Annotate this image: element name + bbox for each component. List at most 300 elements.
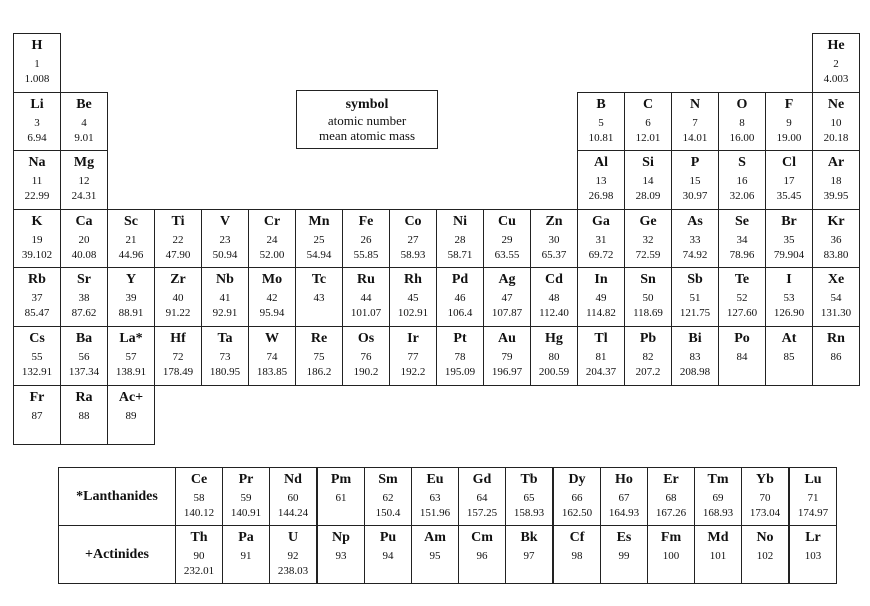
element-symbol: Es — [616, 530, 632, 545]
atomic-number: 29 — [501, 234, 513, 246]
element-symbol: Pu — [379, 530, 397, 545]
atomic-number: 59 — [240, 492, 252, 504]
element-symbol: Ce — [190, 472, 208, 487]
atomic-mass: 78.96 — [729, 249, 755, 261]
element-cell-pt — [436, 326, 484, 386]
atomic-number: 22 — [172, 234, 184, 246]
element-symbol: Hg — [545, 331, 563, 346]
element-cell-rn — [812, 326, 860, 386]
element-symbol: Cm — [471, 530, 493, 545]
element-cell-bi — [671, 326, 719, 386]
element-cell-cu — [483, 209, 531, 269]
atomic-number: 101 — [709, 550, 727, 562]
atomic-mass: 28.09 — [635, 190, 661, 202]
atomic-mass: 16.00 — [729, 132, 755, 144]
atomic-mass: 74.92 — [682, 249, 708, 261]
element-cell-ar — [812, 150, 860, 210]
atomic-mass: 200.59 — [538, 366, 570, 378]
element-symbol: U — [287, 530, 299, 545]
element-cell-sc — [107, 209, 155, 269]
atomic-number: 51 — [689, 292, 701, 304]
element-cell-ir — [389, 326, 437, 386]
element-symbol: Fe — [358, 214, 374, 229]
element-cell-v — [201, 209, 249, 269]
atomic-mass: 238.03 — [277, 565, 309, 577]
element-symbol: Bk — [520, 530, 538, 545]
lanthanides-label: *Lanthanides — [58, 467, 176, 526]
element-cell-lr — [789, 525, 837, 584]
element-cell-al — [577, 150, 625, 210]
atomic-number: 54 — [830, 292, 842, 304]
element-cell-ta — [201, 326, 249, 386]
element-symbol: O — [736, 97, 748, 112]
atomic-mass: 39.102 — [21, 249, 53, 261]
atomic-mass: 4.003 — [823, 73, 849, 85]
element-cell-c — [624, 92, 672, 152]
atomic-mass: 208.98 — [679, 366, 711, 378]
element-symbol: B — [596, 97, 606, 112]
element-cell-cd — [530, 267, 578, 327]
atomic-mass: 140.91 — [230, 507, 262, 519]
element-symbol: Mo — [261, 272, 283, 287]
atomic-number: 21 — [125, 234, 137, 246]
atomic-mass: 126.90 — [773, 307, 805, 319]
element-cell-yb — [741, 467, 789, 526]
element-symbol: Ar — [827, 155, 845, 170]
element-symbol: Rb — [28, 272, 46, 287]
element-symbol: Ra — [75, 390, 93, 405]
element-cell-y — [107, 267, 155, 327]
element-symbol: Ru — [357, 272, 375, 287]
element-symbol: K — [31, 214, 43, 229]
atomic-mass: 39.95 — [823, 190, 849, 202]
element-cell-hf — [154, 326, 202, 386]
element-cell-na — [13, 150, 61, 210]
atomic-number: 49 — [595, 292, 607, 304]
atomic-number: 68 — [665, 492, 677, 504]
atomic-mass: 158.93 — [513, 507, 545, 519]
element-symbol: La* — [119, 331, 143, 346]
element-cell-tc — [295, 267, 343, 327]
atomic-mass: 63.55 — [494, 249, 520, 261]
atomic-number: 38 — [78, 292, 90, 304]
element-cell-te — [718, 267, 766, 327]
element-cell-s — [718, 150, 766, 210]
element-cell-xe — [812, 267, 860, 327]
element-symbol: Lr — [805, 530, 821, 545]
element-symbol: Hf — [170, 331, 186, 346]
element-symbol: Mn — [308, 214, 330, 229]
atomic-mass: 35.45 — [776, 190, 802, 202]
element-cell-pm — [317, 467, 365, 526]
element-symbol: Y — [125, 272, 137, 287]
element-symbol: In — [594, 272, 608, 287]
atomic-number: 60 — [287, 492, 299, 504]
element-symbol: Np — [332, 530, 350, 545]
element-symbol: Cr — [263, 214, 281, 229]
atomic-mass: 88.91 — [118, 307, 144, 319]
atomic-mass: 85.47 — [24, 307, 50, 319]
element-cell-hg — [530, 326, 578, 386]
atomic-mass: 69.72 — [588, 249, 614, 261]
atomic-number: 41 — [219, 292, 231, 304]
element-symbol: Pa — [238, 530, 254, 545]
atomic-number: 7 — [692, 117, 698, 129]
atomic-mass: 72.59 — [635, 249, 661, 261]
atomic-mass: 79.904 — [773, 249, 805, 261]
atomic-mass: 168.93 — [702, 507, 734, 519]
atomic-mass: 114.82 — [586, 307, 616, 319]
atomic-number: 84 — [736, 351, 748, 363]
element-symbol: Sc — [124, 214, 138, 229]
element-cell-zr — [154, 267, 202, 327]
element-cell-sm — [364, 467, 412, 526]
element-symbol: Sm — [378, 472, 398, 487]
element-symbol: Bi — [688, 331, 702, 346]
atomic-number: 12 — [78, 175, 90, 187]
atomic-mass: 186.2 — [306, 366, 332, 378]
element-cell-po — [718, 326, 766, 386]
element-cell-w — [248, 326, 296, 386]
atomic-number: 95 — [429, 550, 441, 562]
element-cell-nd — [269, 467, 317, 526]
atomic-number: 27 — [407, 234, 419, 246]
atomic-mass: 137.34 — [68, 366, 100, 378]
element-cell-am — [411, 525, 459, 584]
element-symbol: Pb — [639, 331, 657, 346]
atomic-number: 17 — [783, 175, 795, 187]
atomic-number: 94 — [382, 550, 394, 562]
atomic-number: 92 — [287, 550, 299, 562]
atomic-number: 67 — [618, 492, 630, 504]
atomic-mass: 58.93 — [400, 249, 426, 261]
atomic-number: 82 — [642, 351, 654, 363]
element-symbol: Kr — [827, 214, 845, 229]
atomic-number: 24 — [266, 234, 278, 246]
atomic-number: 66 — [571, 492, 583, 504]
atomic-number: 14 — [642, 175, 654, 187]
atomic-number: 5 — [598, 117, 604, 129]
atomic-number: 46 — [454, 292, 466, 304]
atomic-mass: 65.37 — [541, 249, 567, 261]
atomic-number: 87 — [31, 410, 43, 422]
element-symbol: Ho — [615, 472, 633, 487]
atomic-mass: 121.75 — [679, 307, 711, 319]
element-symbol: S — [738, 155, 746, 170]
atomic-number: 103 — [804, 550, 822, 562]
element-cell-ce — [175, 467, 223, 526]
atomic-mass: 112.40 — [539, 307, 569, 319]
element-cell-fe — [342, 209, 390, 269]
atomic-number: 9 — [786, 117, 792, 129]
element-cell-be — [60, 92, 108, 152]
element-cell-in — [577, 267, 625, 327]
atomic-number: 20 — [78, 234, 90, 246]
element-cell-ag — [483, 267, 531, 327]
element-cell-cl — [765, 150, 813, 210]
element-cell-gd — [458, 467, 506, 526]
element-symbol: Zn — [545, 214, 563, 229]
atomic-mass: 55.85 — [353, 249, 379, 261]
element-symbol: Ta — [217, 331, 233, 346]
element-symbol: Am — [424, 530, 446, 545]
atomic-mass: 162.50 — [561, 507, 593, 519]
atomic-mass: 95.94 — [259, 307, 285, 319]
element-symbol: Md — [707, 530, 729, 545]
element-cell-fr — [13, 385, 61, 445]
element-cell-dy — [553, 467, 601, 526]
element-symbol: F — [784, 97, 794, 112]
element-cell-co — [389, 209, 437, 269]
element-cell-cs — [13, 326, 61, 386]
element-cell-fm — [647, 525, 695, 584]
element-symbol: P — [690, 155, 700, 170]
element-cell-ge — [624, 209, 672, 269]
element-symbol: Sb — [687, 272, 703, 287]
atomic-number: 47 — [501, 292, 513, 304]
element-cell-nb — [201, 267, 249, 327]
element-symbol: Pr — [238, 472, 254, 487]
atomic-mass: 54.94 — [306, 249, 332, 261]
atomic-number: 88 — [78, 410, 90, 422]
atomic-number: 15 — [689, 175, 701, 187]
element-cell-np — [317, 525, 365, 584]
atomic-mass: 190.2 — [353, 366, 379, 378]
element-symbol: Gd — [472, 472, 492, 487]
atomic-mass: 131.30 — [820, 307, 852, 319]
element-symbol: Th — [190, 530, 208, 545]
atomic-mass: 1.008 — [24, 73, 50, 85]
element-cell-rh — [389, 267, 437, 327]
element-symbol: Na — [28, 155, 46, 170]
atomic-number: 16 — [736, 175, 748, 187]
element-symbol: Ag — [498, 272, 516, 287]
atomic-mass: 173.04 — [749, 507, 781, 519]
legend-atomic-number: atomic number — [327, 113, 407, 128]
atomic-mass: 22.99 — [24, 190, 50, 202]
atomic-mass: 9.01 — [74, 132, 94, 144]
element-cell-u — [269, 525, 317, 584]
atomic-mass: 20.18 — [823, 132, 849, 144]
atomic-number: 19 — [31, 234, 43, 246]
element-symbol: W — [265, 331, 279, 346]
atomic-number: 65 — [523, 492, 535, 504]
atomic-number: 58 — [193, 492, 205, 504]
element-symbol: C — [642, 97, 654, 112]
atomic-mass: 118.69 — [633, 307, 663, 319]
legend-box — [296, 90, 438, 149]
element-symbol: Yb — [756, 472, 774, 487]
atomic-mass: 157.25 — [466, 507, 498, 519]
element-symbol: I — [786, 272, 792, 287]
element-cell-lu — [789, 467, 837, 526]
element-cell-pb — [624, 326, 672, 386]
atomic-number: 44 — [360, 292, 372, 304]
atomic-mass: 10.81 — [588, 132, 614, 144]
atomic-mass: 24.31 — [71, 190, 97, 202]
element-symbol: Fm — [660, 530, 682, 545]
atomic-number: 72 — [172, 351, 184, 363]
element-symbol: Xe — [827, 272, 845, 287]
element-cell-cf — [553, 525, 601, 584]
atomic-number: 100 — [662, 550, 680, 562]
element-symbol: Sn — [640, 272, 656, 287]
element-cell-k — [13, 209, 61, 269]
atomic-mass: 207.2 — [635, 366, 661, 378]
element-cell-no — [741, 525, 789, 584]
element-cell-ho — [600, 467, 648, 526]
element-cell-p — [671, 150, 719, 210]
atomic-mass: 87.62 — [71, 307, 97, 319]
atomic-number: 61 — [335, 492, 347, 504]
atomic-number: 96 — [476, 550, 488, 562]
atomic-number: 35 — [783, 234, 795, 246]
element-cell-re — [295, 326, 343, 386]
atomic-number: 89 — [125, 410, 137, 422]
atomic-number: 69 — [712, 492, 724, 504]
atomic-number: 70 — [759, 492, 771, 504]
atomic-number: 50 — [642, 292, 654, 304]
element-symbol: Ni — [453, 214, 467, 229]
element-symbol: Sr — [77, 272, 91, 287]
element-cell-as — [671, 209, 719, 269]
atomic-mass: 164.93 — [608, 507, 640, 519]
element-cell-ne — [812, 92, 860, 152]
atomic-number: 97 — [523, 550, 535, 562]
atomic-mass: 50.94 — [212, 249, 238, 261]
element-cell-i — [765, 267, 813, 327]
element-symbol: Cs — [29, 331, 45, 346]
element-symbol: Be — [76, 97, 92, 112]
element-cell-ni — [436, 209, 484, 269]
element-cell-b — [577, 92, 625, 152]
atomic-number: 32 — [642, 234, 654, 246]
atomic-number: 85 — [783, 351, 795, 363]
atomic-number: 4 — [81, 117, 87, 129]
element-symbol: Rh — [404, 272, 422, 287]
element-symbol: Cf — [569, 530, 585, 545]
element-cell-ba — [60, 326, 108, 386]
atomic-number: 90 — [193, 550, 205, 562]
element-symbol: Nb — [216, 272, 234, 287]
atomic-number: 93 — [335, 550, 347, 562]
element-cell-mo — [248, 267, 296, 327]
atomic-mass: 195.09 — [444, 366, 476, 378]
element-symbol: N — [689, 97, 701, 112]
element-cell-ca — [60, 209, 108, 269]
element-symbol: Ge — [639, 214, 657, 229]
element-symbol: V — [219, 214, 231, 229]
element-symbol: Tm — [707, 472, 729, 487]
element-cell-pr — [222, 467, 270, 526]
atomic-number: 91 — [240, 550, 252, 562]
atomic-number: 40 — [172, 292, 184, 304]
atomic-number: 79 — [501, 351, 513, 363]
element-cell-f — [765, 92, 813, 152]
element-symbol: Tb — [520, 472, 538, 487]
element-symbol: Ti — [171, 214, 185, 229]
atomic-number: 71 — [807, 492, 819, 504]
atomic-number: 11 — [31, 175, 43, 187]
element-symbol: Ne — [827, 97, 845, 112]
element-symbol: Os — [357, 331, 375, 346]
atomic-mass: 32.06 — [729, 190, 755, 202]
atomic-number: 42 — [266, 292, 278, 304]
element-cell-kr — [812, 209, 860, 269]
element-symbol: Zr — [170, 272, 186, 287]
atomic-mass: 196.97 — [491, 366, 523, 378]
atomic-mass: 107.87 — [491, 307, 523, 319]
atomic-mass: 180.95 — [209, 366, 241, 378]
element-cell-tl — [577, 326, 625, 386]
element-cell-mn — [295, 209, 343, 269]
atomic-mass: 40.08 — [71, 249, 97, 261]
atomic-number: 64 — [476, 492, 488, 504]
atomic-mass: 106.4 — [447, 307, 473, 319]
atomic-mass: 144.24 — [277, 507, 309, 519]
atomic-mass: 178.49 — [162, 366, 194, 378]
element-cell-cm — [458, 525, 506, 584]
atomic-number: 99 — [618, 550, 630, 562]
element-cell-o — [718, 92, 766, 152]
element-symbol: Si — [642, 155, 654, 170]
element-cell-se — [718, 209, 766, 269]
element-cell-th — [175, 525, 223, 584]
element-symbol: Cl — [782, 155, 796, 170]
element-cell-ru — [342, 267, 390, 327]
atomic-number: 3 — [34, 117, 40, 129]
atomic-number: 75 — [313, 351, 325, 363]
atomic-mass: 92.91 — [212, 307, 238, 319]
atomic-number: 81 — [595, 351, 607, 363]
atomic-number: 13 — [595, 175, 607, 187]
atomic-mass: 14.01 — [682, 132, 708, 144]
element-symbol: Pm — [330, 472, 352, 487]
element-cell-sn — [624, 267, 672, 327]
element-cell-ra — [60, 385, 108, 445]
atomic-mass: 232.01 — [183, 565, 215, 577]
atomic-number: 74 — [266, 351, 278, 363]
atomic-number: 34 — [736, 234, 748, 246]
element-symbol: Ba — [75, 331, 93, 346]
element-symbol: Tc — [311, 272, 327, 287]
element-cell-eu — [411, 467, 459, 526]
element-cell-pu — [364, 525, 412, 584]
element-cell-sb — [671, 267, 719, 327]
legend-mass: mean atomic mass — [318, 128, 416, 143]
element-cell-ga — [577, 209, 625, 269]
atomic-number: 63 — [429, 492, 441, 504]
element-cell-cr — [248, 209, 296, 269]
atomic-number: 26 — [360, 234, 372, 246]
atomic-number: 55 — [31, 351, 43, 363]
element-symbol: Tl — [594, 331, 608, 346]
element-symbol: Rn — [827, 331, 845, 346]
element-cell-pa — [222, 525, 270, 584]
element-cell-he — [812, 33, 860, 93]
atomic-number: 25 — [313, 234, 325, 246]
atomic-number: 2 — [833, 58, 839, 70]
element-symbol: Te — [734, 272, 750, 287]
atomic-mass: 192.2 — [400, 366, 426, 378]
atomic-mass: 204.37 — [585, 366, 617, 378]
atomic-mass: 101.07 — [350, 307, 382, 319]
atomic-mass: 91.22 — [165, 307, 191, 319]
element-symbol: Er — [663, 472, 679, 487]
element-symbol: Ir — [407, 331, 419, 346]
element-symbol: Au — [498, 331, 516, 346]
element-cell-ti — [154, 209, 202, 269]
